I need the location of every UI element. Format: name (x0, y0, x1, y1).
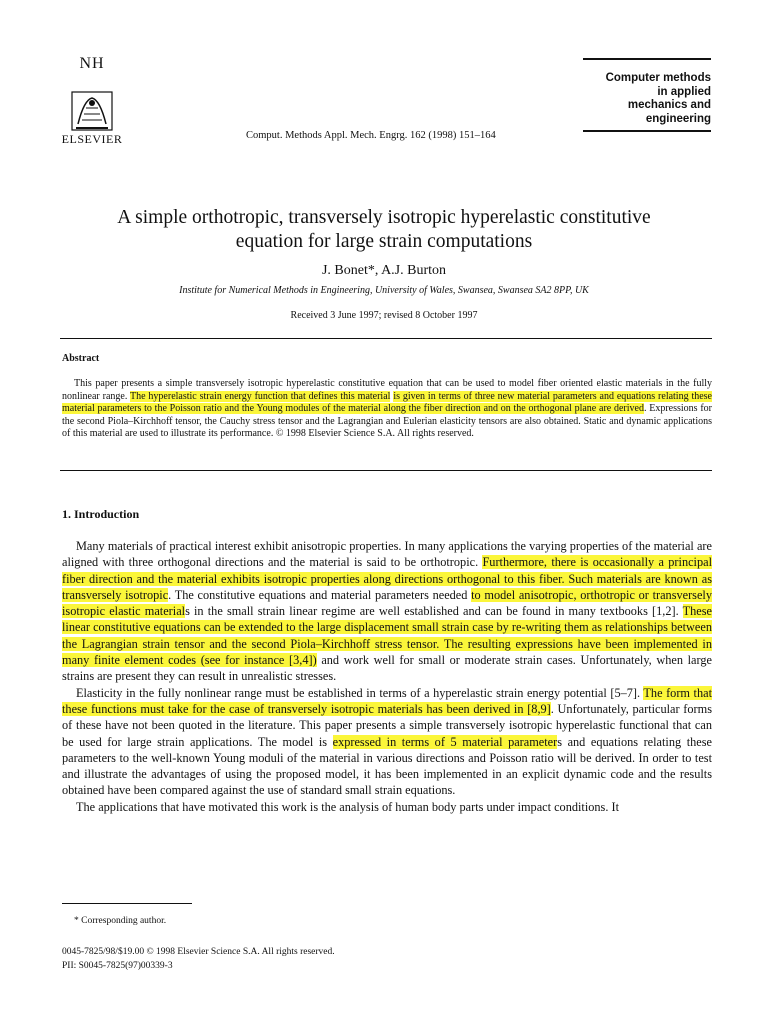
body-span: The applications that have motivated this work is the analysis of human body parts under impact conditions. It (76, 799, 619, 814)
body-span: . Unfortunately, particular forms of these have not been quoted in the literature. This paper presents a simple transversely isotropic hyperelastic functional that can be used for large strain applications. The model is (62, 701, 712, 749)
journal-top-rule (583, 58, 711, 60)
body-span: . The constitutive equations and material parameters needed (168, 587, 472, 602)
publisher-name: ELSEVIER (61, 132, 123, 146)
title-line: A simple orthotropic, transversely isotropic hyperelastic constitutive (117, 207, 651, 228)
body-span: and work well for small or moderate strain cases. Unfortunately, when large strains are present they can result in unrealistic stresses. (62, 653, 712, 684)
abstract-text (62, 378, 712, 441)
highlighted-text: The form that these functions must take for the case of transversely isotropic materials has been derived in [8,9] (62, 685, 712, 716)
body-span: s and equations relating these parameters to the well-known Young moduli of the material in various directions and Poisson ratio will be derived. In order to test and illustrate the advantages of using the proposed model, it has been implemented in an explicit dynamic code and the results obtained have been compared against the use of standard small strain equations. (62, 734, 712, 798)
highlighted-text: Furthermore, there is occasionally a principal fiber direction and the material exhibits isotropic properties along directions orthogonal to this fiber. Such materials are known as transversely isotropic (62, 555, 712, 602)
journal-line: in applied (657, 85, 711, 98)
title-line: equation for large strain computations (235, 231, 533, 252)
body-span: s in the small strain linear regime are well established and can be found in many textbooks [1,2]. (185, 604, 683, 619)
body-span: Many materials of practical interest exhibit anisotropic properties. In many applications the varying properties of the material are aligned with three orthogonal directions and the material is said to be orthotropic. (62, 539, 712, 570)
paragraph (62, 538, 712, 685)
highlighted-text: is given in terms of three new material parameters and equations relating these material parameters to the Poisson ratio and the Young modules of the material along the fiber direction and on the orthogonal plane are derived (62, 390, 712, 415)
received-dates: Received 3 June 1997; revised 8 October 1997 (290, 310, 478, 321)
abstract-text: This paper presents a simple transversely isotropic hyperelastic constitutive equation that can be used to model fiber oriented elastic materials in the fully nonlinear range. (62, 378, 712, 402)
highlighted-text: These linear constitutive equations can be extended to the large displacement small strain case by re-writing them as relationships between the Lagrangian strain tensor and the second Piola–Kirchhoff stress tensor. The resulting expressions have been implemented in many finite element codes (see for instance [3,4]) (62, 604, 712, 668)
journal-name (583, 72, 711, 126)
paper-title (40, 206, 728, 254)
highlighted-text: to model anisotropic, orthotropic or transversely isotropic elastic material (62, 587, 712, 619)
paragraph (62, 799, 712, 815)
crest-icon (60, 72, 124, 130)
journal-line: engineering (645, 112, 711, 125)
authors: J. Bonet*, A.J. Burton (321, 263, 447, 278)
logo-text: NH (79, 55, 105, 72)
highlighted-text: expressed in terms of 5 material parameter (332, 734, 558, 749)
section-heading: 1. Introduction (62, 507, 140, 521)
pii-line: PII: S0045-7825(97)00339-3 (62, 961, 173, 971)
footnote-rule (62, 903, 192, 904)
citation: Comput. Methods Appl. Mech. Engrg. 162 (1998) 151–164 (246, 130, 496, 141)
footnote: * Corresponding author. (74, 916, 167, 926)
body-text (62, 538, 712, 815)
journal-box (583, 58, 711, 132)
highlighted-text: The hyperelastic strain energy function that defines this material (130, 390, 391, 402)
journal-line: mechanics and (627, 99, 711, 111)
divider (60, 338, 712, 339)
copyright-line: 0045-7825/98/$19.00 © 1998 Elsevier Science S.A. All rights reserved. (62, 947, 335, 957)
publisher-logo (60, 56, 124, 147)
journal-line: Computer methods (605, 72, 711, 84)
divider (60, 470, 712, 471)
body-span: Elasticity in the fully nonlinear range must be established in terms of a hyperelastic strain energy potential [5–7]. (76, 685, 644, 700)
affiliation: Institute for Numerical Methods in Engineering, University of Wales, Swansea, Swansea SA2 8PP, UK (179, 285, 589, 296)
abstract-text: . Expressions for the second Piola–Kirchhoff tensor, the Cauchy stress tensor and the Lagrangian and Eulerian elasticity tensors are also obtained. Static and dynamic applications of this material are used to illustrate its performance. © 1998 Elsevier Science S.A. All rights reserved. (62, 403, 712, 440)
copyright-block (62, 945, 335, 973)
abstract-heading: Abstract (62, 353, 100, 364)
paragraph (62, 685, 712, 799)
journal-bottom-rule (583, 130, 711, 132)
